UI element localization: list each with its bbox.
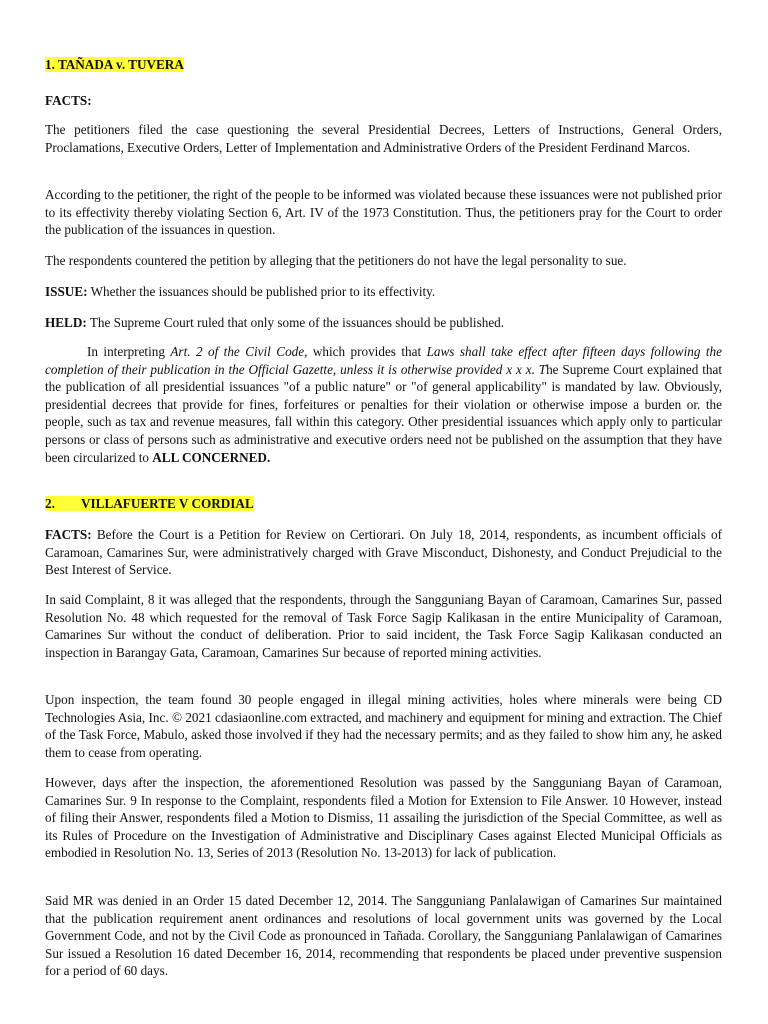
case-1-facts-paragraph-3: The respondents countered the petition by alleging that the petitioners do not have the legal personality to sue. [45, 253, 627, 268]
case-1-facts-paragraph-2: According to the petitioner, the right of the people to be informed was violated because these issuances were not published prior to its effectivity thereby violating Section 6, Art. IV of the 1973 Constitution. Thus, the petitioners pray for the Court to order the publication of the issuances in question. [45, 187, 722, 238]
case-1-facts-paragraph-1: The petitioners filed the case questioning the several Presidential Decrees, Letters of Instructions, General Orders, Proclamations, Executive Orders, Letter of Implementation and Administrative Orders of the President Ferdinand Marcos. [45, 122, 722, 155]
case-2-facts-label: FACTS: [45, 527, 92, 542]
case-2-facts-paragraph-5: Said MR was denied in an Order 15 dated December 12, 2014. The Sangguniang Panlalawigan of Camarines Sur maintained that the publication requirement anent ordinances and resolutions of local government units was governed by the Local Government Code, and not by the Civil Code as pronounced in Tañada. Corollary, the Sangguniang Panlalawigan of Camarines Sur issued a Resolution 16 dated December 16, 2014, recommending that respondents be placed under preventive suspension for a period of 60 days. [45, 893, 722, 979]
case-2-facts-text: Before the Court is a Petition for Review on Certiorari. On July 18, 2014, respondents, as incumbent officials of Caramoan, Camarines Sur, were administratively charged with Grave Misconduct, Dishonesty, and Conduct Prejudicial to the Best Interest of Service. [45, 527, 722, 578]
case-1-facts-label: FACTS: [45, 93, 92, 108]
interp-part-a: In interpreting [87, 344, 171, 359]
case-1-heading-highlight: 1. TAÑADA v. TUVERA [45, 57, 184, 72]
interp-quoted-law: Laws shall take effect after fifteen days following the completion of their publication in the Official Gazette, unless it is otherwise provided x x x. T [45, 344, 722, 377]
issue-text: Whether the issuances should be published prior to its effectivity. [87, 284, 436, 299]
case-2-facts-paragraph-4: However, days after the inspection, the aforementioned Resolution was passed by the Sangguniang Bayan of Caramoan, Camarines Sur. 9 In response to the Complaint, respondents filed a Motion for Extension to File Answer. 10 However, instead of filing their Answer, respondents filed a Motion to Dismiss, 11 assailing the jurisdiction of the Special Committee, as well as its Rules of Procedure on the Investigation of Administrative and Disciplinary Cases against Elected Municipal Officials as embodied in Resolution No. 13, Series of 2013 (Resolution No. 13-2013) for lack of publication. [45, 775, 722, 861]
held-label: HELD: [45, 315, 87, 330]
case-1-heading [45, 56, 184, 73]
interp-part-c: , which provides that [304, 344, 427, 359]
held-text: The Supreme Court ruled that only some of the issuances should be published. [86, 315, 505, 330]
interp-civil-code-ref: Art. 2 of the Civil Code [170, 344, 305, 359]
case-2-facts-paragraph-1 [45, 526, 722, 579]
case-2-heading [45, 495, 254, 512]
interp-all-concerned: ALL CONCERNED. [152, 449, 271, 465]
case-1-issue [45, 283, 722, 301]
case-1-interpretation-paragraph [45, 343, 722, 466]
issue-label: ISSUE: [45, 284, 88, 299]
case-2-facts-paragraph-2: In said Complaint, 8 it was alleged that the respondents, through the Sangguniang Bayan of Caramoan, Camarines Sur, passed Resolution No. 48 which requested for the removal of Task Force Sagip Kalikasan in the entire Municipality of Caramoan, Camarines Sur without the conduct of deliberation. Prior to said incident, the Task Force Sagip Kalikasan conducted an inspection in Barangay Gata, Caramoan, Camarines Sur because of reported mining activities. [45, 592, 722, 660]
case-1-held [45, 314, 722, 332]
case-2-heading-highlight: 2. VILLAFUERTE V CORDIAL [45, 496, 254, 511]
interp-part-e: he Supreme Court explained that the publication of all presidential issuances "of a public nature" or "of general applicability" is mandated by law. Obviously, presidential decrees that provide for fines, forfeitures or penalties for their violation or otherwise impose a burden or. the people, such as tax and revenue measures, fall within this category. Other presidential issuances which apply only to particular persons or class of persons such as administrative and executive orders need not be published on the assumption that they have been circularized to [45, 361, 722, 465]
case-2-facts-paragraph-3: Upon inspection, the team found 30 people engaged in illegal mining activities, holes where minerals were being CD Technologies Asia, Inc. © 2021 cdasiaonline.com extracted, and machinery and equipment for mining and extraction. The Chief of the Task Force, Mabulo, asked those involved if they had the necessary permits; and as they failed to show him any, he asked them to cease from operating. [45, 692, 722, 760]
document-page [45, 0, 722, 1024]
